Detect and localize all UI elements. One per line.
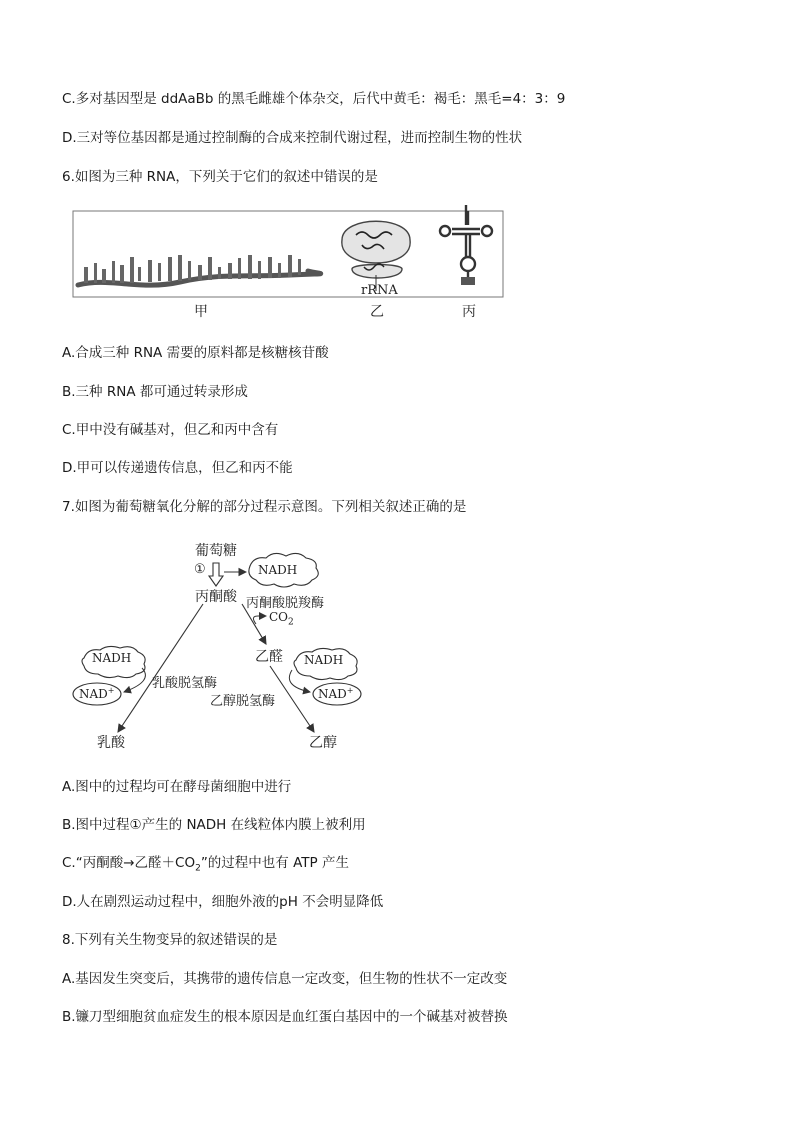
pdc-label: 丙酮酸脱羧酶 [246,596,325,611]
q7-option-d: D.人在剧烈运动过程中，细胞外液的pH 不会明显降低 [62,894,384,910]
co2-label: $CO_2$ [269,610,294,628]
q8-option-a: A.基因发生突变后，其携带的遗传信息一定改变，但生物的性状不一定改变 [62,971,508,987]
adh-label: 乙醇脱氢酶 [210,694,276,709]
q7-option-a: A.图中的过程均可在酵母菌细胞中进行 [62,779,292,795]
label-jia: 甲 [194,304,208,320]
q6-option-c: C.甲中没有碱基对，但乙和丙中含有 [62,422,279,438]
ldh-label: 乳酸脱氢酶 [152,676,218,691]
glycolysis-diagram [70,536,390,754]
q5-option-d: D.三对等位基因都是通过控制酶的合成来控制代谢过程，进而控制生物的性状 [62,130,523,146]
step-1-label: ① [194,562,206,577]
q7-option-c: C.“丙酮酸→乙醛$+CO_2$”的过程中也有 ATP 产生 [62,855,349,874]
q8-stem: 8.下列有关生物变异的叙述错误的是 [62,932,278,948]
nadh-top-label: NADH [258,563,298,577]
q5-option-c: C.多对基因型是 ddAaBb 的黑毛雌雄个体杂交，后代中黄毛：褐毛：黑毛=4：3：9 [62,91,566,107]
rrna-label: rRNA [361,283,398,298]
q6-option-b: B.三种 RNA 都可通过转录形成 [62,384,248,400]
nadh-left-label: NADH [92,651,132,665]
nad-left-label: NAD+ [79,686,115,701]
ethanol-label: 乙醇 [309,735,337,751]
ribosome-shape [342,221,410,291]
nadh-right-label: NADH [304,653,344,667]
acetaldehyde-label: 乙醛 [255,649,283,665]
q8-option-b: B.镰刀型细胞贫血症发生的根本原因是血红蛋白基因中的一个碱基对被替换 [62,1009,508,1025]
rna-figure [70,205,510,320]
label-bing: 丙 [462,304,476,320]
q6-option-d: D.甲可以传递遗传信息，但乙和丙不能 [62,460,293,476]
nad-right-label: NAD+ [318,686,354,701]
q7-option-b: B.图中过程①产生的 NADH 在线粒体内膜上被利用 [62,817,366,833]
trna-shape [440,205,492,285]
lactate-label: 乳酸 [97,735,125,751]
label-yi: 乙 [370,304,384,320]
q6-option-a: A.合成三种 RNA 需要的原料都是核糖核苷酸 [62,345,329,361]
glycolysis-arrows [70,536,390,754]
q6-stem: 6.如图为三种 RNA，下列关于它们的叙述中错误的是 [62,169,378,185]
glucose-label: 葡萄糖 [195,543,237,559]
pyruvate-label: 丙酮酸 [195,589,237,605]
rna-figure-drawing [70,205,510,320]
q7-stem: 7.如图为葡萄糖氧化分解的部分过程示意图。下列相关叙述正确的是 [62,499,467,515]
